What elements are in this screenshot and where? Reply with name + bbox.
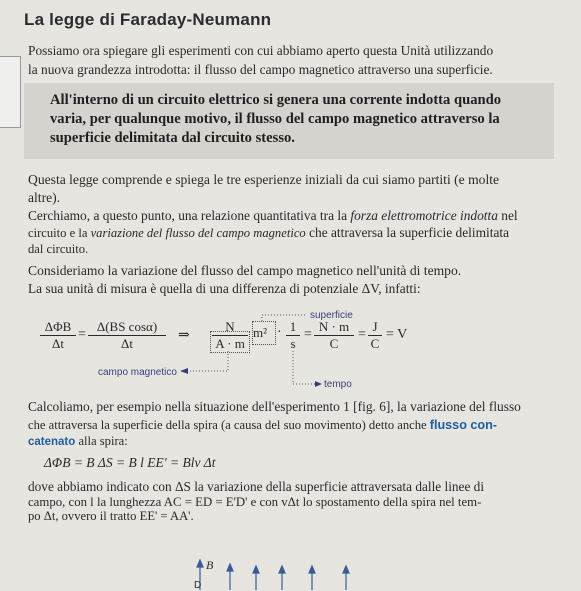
law-statement: All'interno di un circuito elettrico si genera una corrente indotta quando varia, per qualunque motivo, il flusso del campo magnetico attraverso la superficie delimitata dal circuito stesso. <box>50 92 502 146</box>
body-line-4-a: circuito e la <box>28 226 91 240</box>
label-tempo: tempo <box>324 379 352 390</box>
fraction-flux-num: ΔΦB <box>44 319 72 334</box>
label-campo-magnetico: campo magnetico <box>98 367 177 378</box>
fraction-tesla-den: A · m <box>215 336 245 351</box>
body-line-5: dal circuito. <box>28 242 89 256</box>
fraction-time-num: 1 <box>289 319 297 334</box>
fraction-tesla-num: N <box>225 319 235 334</box>
margin-box <box>0 56 21 128</box>
term-flusso-concatenato: flusso con- <box>429 418 497 432</box>
fraction-flux-den: Δt <box>52 336 64 351</box>
intro-line-1: Possiamo ora spiegare gli esperimenti con cui abbiamo aperto questa Unità utilizzando <box>28 43 494 58</box>
intro-line-2: la nuova grandezza introdotta: il flusso del campo magnetico attraverso una superficie. <box>28 62 493 77</box>
calc-line-1: Calcoliamo, per esempio nella situazione dell'esperimento 1 [fig. 6], la variazione del flusso <box>28 399 521 414</box>
field-lines-figure <box>190 556 370 590</box>
def-line-3: po Δt, ovvero il tratto EE' = AA'. <box>28 509 194 523</box>
result-volt: = V <box>386 327 408 342</box>
term-fem: forza elettromotrice indotta <box>350 208 498 223</box>
term-catenato: catenato <box>28 436 76 448</box>
def-line-2: campo, con l la lunghezza AC = ED = E'D' e con vΔt lo spostamento della spira nel tem- <box>28 495 482 509</box>
body-line-6: Consideriamo la variazione del flusso del campo magnetico nell'unità di tempo. <box>28 263 462 278</box>
body-line-3-a: Cerchiamo, a questo punto, una relazione quantitativa tra la <box>28 208 351 223</box>
calc-line-3-text: alla spira: <box>75 434 128 448</box>
body-line-1: Questa legge comprende e spiega le tre esperienze iniziali da cui siamo partiti (e molte <box>28 172 500 187</box>
fraction-nm-num: N · m <box>318 319 350 334</box>
d-point-label: D <box>194 580 202 591</box>
flux-equation: ΔΦB = B ΔS = B l EE' = Blv Δt <box>44 455 216 470</box>
fraction-j-num: J <box>372 319 378 334</box>
body-line-4 <box>28 224 509 242</box>
def-line-1: dove abbiamo indicato con ΔS la variazione della superficie attraversata dalle linee di <box>28 479 485 494</box>
b-vector-label: B <box>206 558 214 572</box>
body-line-3-c: nel <box>497 208 518 223</box>
fraction-c-den: C <box>370 336 380 351</box>
fraction-time-den: s <box>290 336 296 351</box>
label-superficie: superficie <box>310 310 353 321</box>
implies-symbol: ⇒ <box>178 328 190 343</box>
formula-leader-lines <box>40 305 480 397</box>
body-line-3 <box>28 207 518 224</box>
calc-line-2-text: che attraversa la superficie della spira (a causa del suo movimento) detto anche <box>28 418 427 432</box>
calc-line-3 <box>28 433 128 451</box>
calc-line-2 <box>28 417 497 434</box>
body-line-7: La sua unità di misura è quella di una differenza di potenziale ΔV, infatti: <box>28 281 421 296</box>
fraction-nm-den: C <box>329 336 339 351</box>
fraction-bscos-num: Δ(BS cosα) <box>96 319 158 334</box>
body-line-4-c: che attraversa la superficie delimitata <box>305 225 510 240</box>
term-flux-variation: variazione del flusso del campo magnetico <box>90 226 306 240</box>
units-formula: ΔΦB Δt = Δ(BS cosα) Δt ⇒ N A · m m² · 1 s = N · m C = J C = V superficie campo magnetico tempo <box>40 305 480 397</box>
section-title: La legge di Faraday-Neumann <box>24 10 272 29</box>
m-squared: m² <box>253 325 268 340</box>
body-line-2: altre). <box>28 190 61 205</box>
dot-symbol: · <box>277 325 282 340</box>
fraction-bscos-den: Δt <box>121 336 133 351</box>
